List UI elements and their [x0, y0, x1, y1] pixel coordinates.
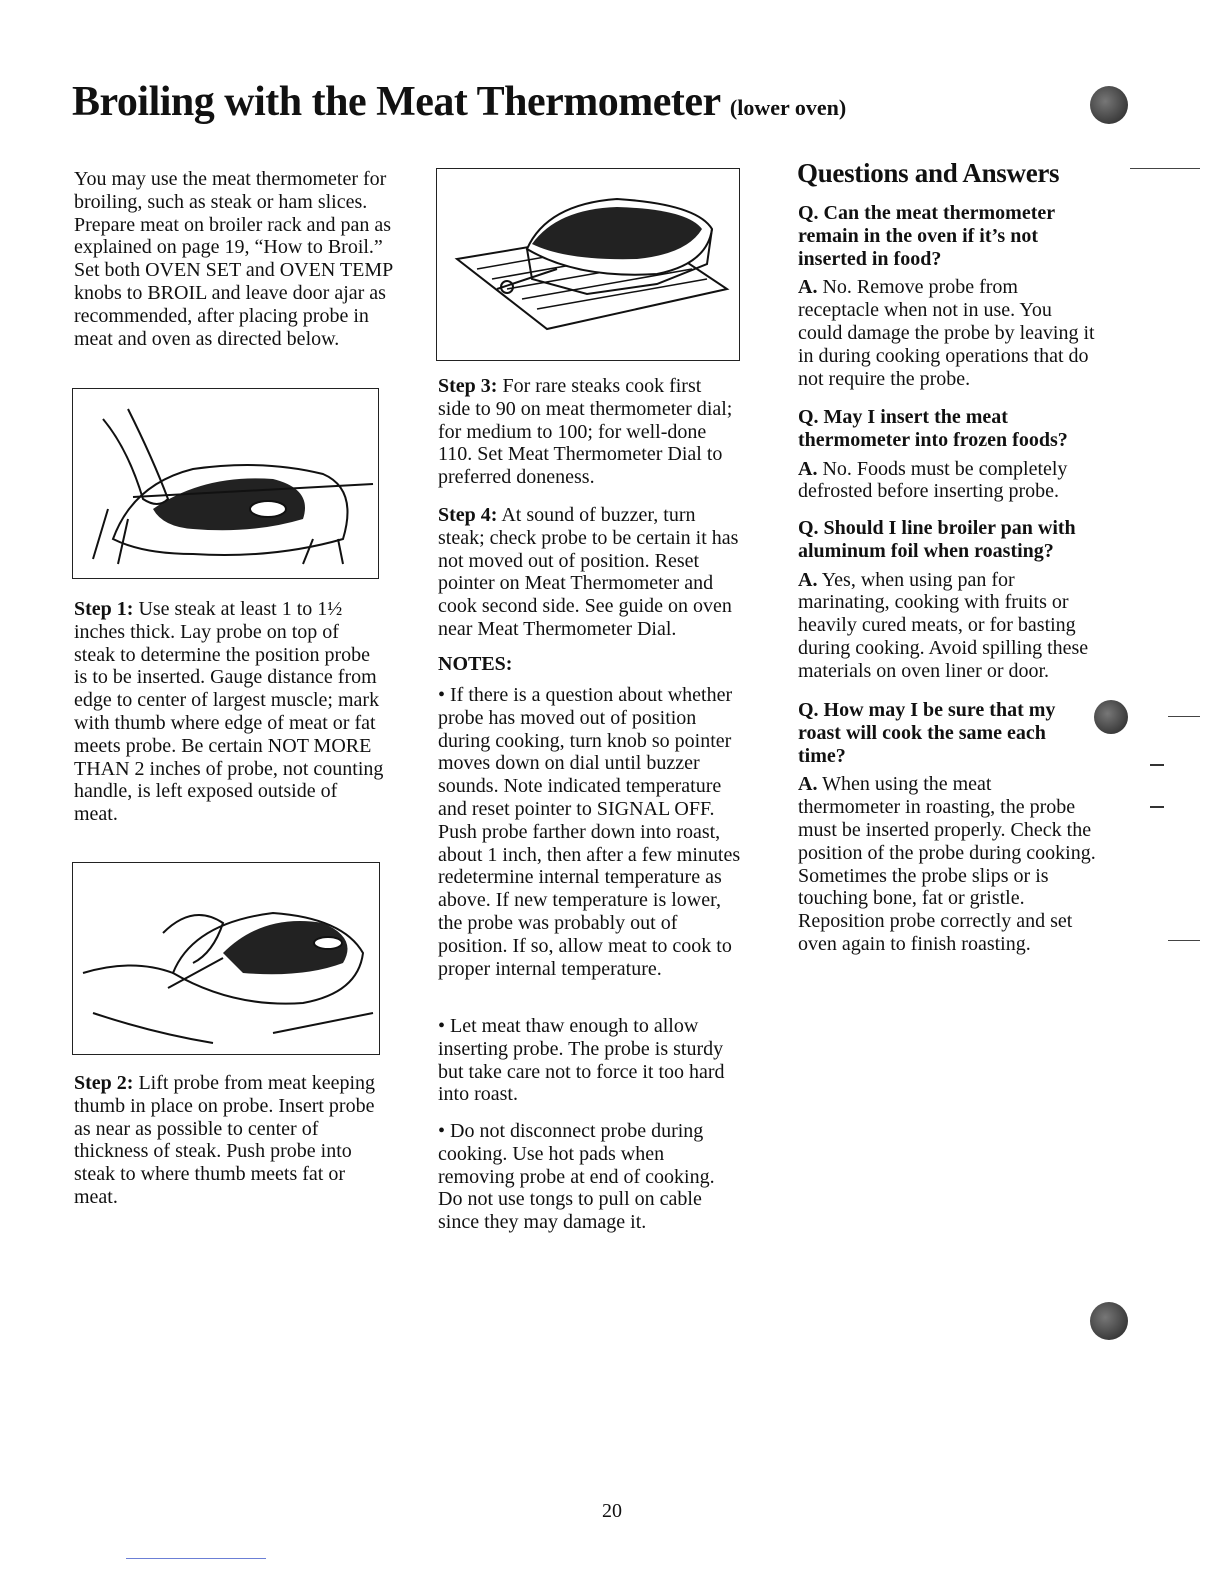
step-1-text: Use steak at least 1 to 1½ inches thick. Lay probe on top of steak to determine the position probe is to be inserted. Gauge distance from edge to center of largest muscle; mark with thumb where edge of meat or fat meets probe. Be certain NOT MORE THAN 2 inches of probe, not counting handle, is left exposed outside of meat.	[74, 598, 384, 826]
scan-mark	[1168, 940, 1200, 941]
registration-dot-icon	[1090, 86, 1128, 124]
registration-dot-icon	[1090, 1302, 1128, 1340]
scan-mark	[126, 1558, 266, 1559]
step-3-label: Step 3:	[438, 375, 498, 397]
intro-paragraph: You may use the meat thermometer for broiling, such as steak or ham slices. Prepare meat on broiler rack and pan as explained on page 19, “How to Broil.” Set both OVEN SET and OVEN TEMP knobs to BROIL and leave door ajar as recommended, after placing probe in meat and oven as directed below.	[74, 168, 393, 350]
step-3-text: For rare steaks cook first side to 90 on meat thermometer dial; for medium to 100; for well-done 110. Set Meat Thermometer Dial to preferred doneness.	[438, 375, 733, 489]
step-1	[74, 598, 384, 826]
scan-mark	[1150, 806, 1164, 808]
qa-item-4	[798, 699, 1098, 956]
qa-answer-label: A.	[798, 457, 818, 480]
qa-answer-label: A.	[798, 773, 818, 796]
step-1-label: Step 1:	[74, 598, 134, 620]
probe-on-steak-illustration	[73, 389, 378, 578]
qa-answer-text: No. Remove probe from receptacle when not in use. You could damage the probe by leaving it in during cooking operations that do not require the probe.	[798, 276, 1095, 390]
qa-answer-text: Yes, when using pan for marinating, cooking with fruits or heavily cured meats, or for basting during cooking. Avoid spilling these materials on oven liner or door.	[798, 568, 1089, 682]
notes-heading: NOTES:	[438, 653, 513, 675]
figure-step-3	[436, 168, 740, 361]
qa-answer	[798, 569, 1108, 683]
step-2-text: Lift probe from meat keeping thumb in place on probe. Insert probe as near as possible to center of thickness of steak. Push probe into steak to where thumb meets fat or meat.	[74, 1072, 376, 1208]
qa-heading: Questions and Answers	[797, 158, 1060, 188]
qa-answer	[798, 773, 1098, 955]
page-number: 20	[602, 1500, 622, 1522]
steak-on-broiler-rack-illustration	[437, 169, 739, 360]
step-4-text: At sound of buzzer, turn steak; check probe to be certain it has not moved out of position. Reset pointer on Meat Thermometer and cook second side. See guide on oven near Meat Thermometer Dial.	[438, 504, 739, 640]
qa-answer-text: When using the meat thermometer in roasting, the probe must be inserted properly. Check the position of the probe during cooking. Sometimes the probe slips or is touching bone, fat or gristle. Reposition probe correctly and set oven again to finish roasting.	[798, 773, 1096, 955]
scan-mark	[1130, 168, 1200, 169]
qa-answer-label: A.	[798, 276, 818, 299]
step-3	[438, 375, 738, 489]
qa-answer	[798, 276, 1098, 390]
qa-item-3	[798, 517, 1108, 683]
qa-answer-label: A.	[798, 568, 818, 591]
page-title	[72, 78, 846, 126]
qa-item-1	[798, 202, 1098, 390]
scan-mark	[1150, 764, 1164, 766]
figure-step-1	[72, 388, 379, 579]
qa-answer-text: No. Foods must be completely defrosted before inserting probe.	[798, 457, 1068, 503]
qa-answer	[798, 458, 1098, 504]
figure-step-2	[72, 862, 380, 1055]
qa-question: Q. How may I be sure that my roast will cook the same each time?	[798, 699, 1056, 767]
step-4	[438, 504, 743, 641]
step-2	[74, 1072, 384, 1209]
step-4-label: Step 4:	[438, 504, 498, 526]
qa-question: Q. Should I line broiler pan with aluminum foil when roasting?	[798, 517, 1076, 562]
page-title-suffix: (lower oven)	[729, 95, 847, 120]
scan-mark	[1168, 716, 1200, 717]
note-item-2: • Let meat thaw enough to allow inserting probe. The probe is sturdy but take care not to force it too hard into roast.	[438, 1015, 725, 1106]
qa-question: Q. May I insert the meat thermometer into frozen foods?	[798, 406, 1068, 451]
note-item-1: • If there is a question about whether probe has moved out of position during cooking, turn knob so pointer moves down on dial until buzzer sounds. Note indicated temperature and reset pointer to SIGNAL OFF. Push probe farther down into roast, about 1 inch, then after a few minutes redetermine internal temperature as above. If new temperature is lower, the probe was probably out of position. If so, allow meat to cook to proper internal temperature.	[438, 684, 741, 980]
page-title-main: Broiling with the Meat Thermometer	[72, 79, 720, 125]
probe-insertion-illustration	[73, 863, 379, 1054]
step-2-label: Step 2:	[74, 1072, 134, 1094]
registration-dot-icon	[1094, 700, 1128, 734]
note-item-3: • Do not disconnect probe during cooking. Use hot pads when removing probe at end of cooking. Do not use tongs to pull on cable since they may damage it.	[438, 1120, 715, 1234]
qa-item-2	[798, 406, 1098, 503]
qa-question: Q. Can the meat thermometer remain in the oven if it’s not inserted in food?	[798, 202, 1055, 270]
